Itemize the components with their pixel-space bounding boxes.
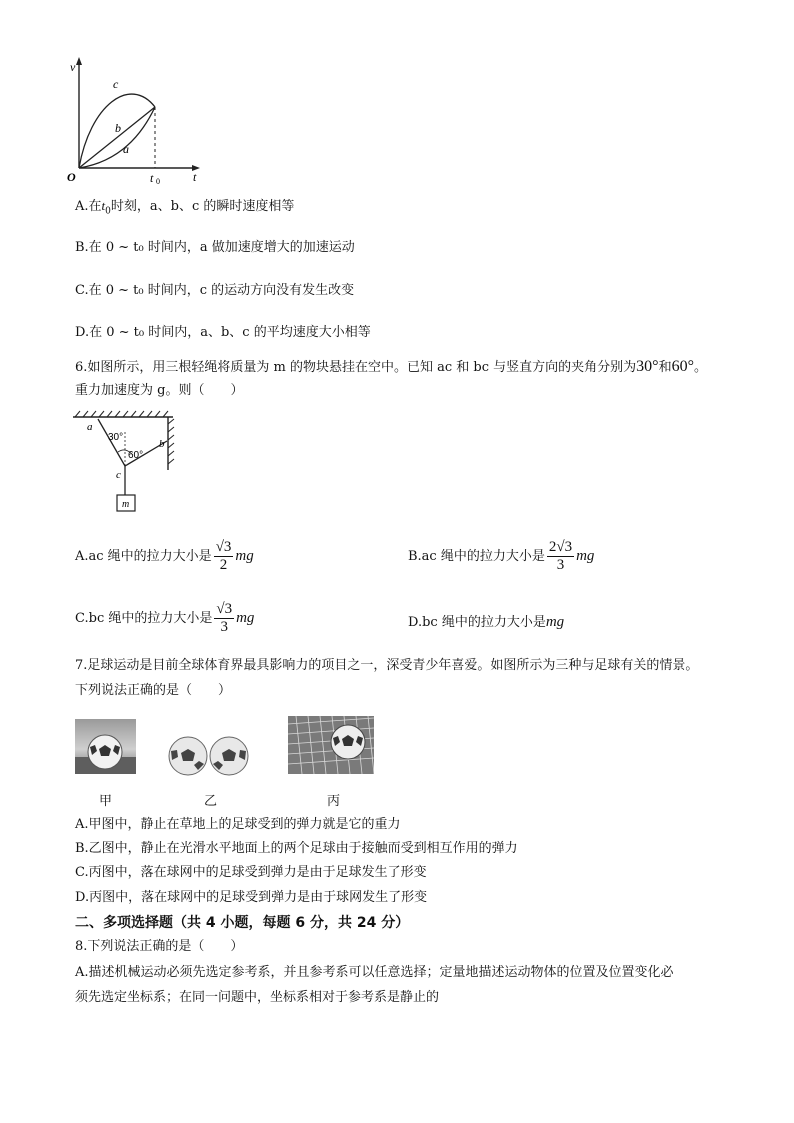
label-m: m — [122, 499, 130, 510]
q6-option-a — [75, 539, 254, 574]
q6-option-c-text: C.bc 绳中的拉力大小是 — [75, 611, 213, 626]
caption-bing: 丙 — [327, 794, 341, 809]
v-axis-label: v — [70, 60, 76, 74]
label-60: 60° — [128, 450, 144, 461]
q6-option-d-text: D.bc 绳中的拉力大小是 — [408, 615, 546, 630]
q5-option-b: B.在 0 ~ t₀ 时间内，a 做加速度增大的加速运动 — [75, 240, 355, 255]
curve-b-label: b — [115, 121, 121, 135]
q6-option-d-mg: mg — [545, 614, 565, 630]
curve-b — [79, 107, 155, 168]
label-a: a — [87, 421, 93, 433]
q6-option-b-denominator: 3 — [556, 557, 565, 573]
t0-subscript: 0 — [156, 177, 160, 185]
q6-stem-text: 6.如图所示，用三根轻绳将质量为 m 的物块悬挂在空中。已知 ac 和 bc 与竖直方向的夹角分别为 — [75, 360, 637, 375]
q5-option-a-text: 时刻，a、b、c 的瞬时速度相等 — [110, 199, 295, 214]
q6-option-c-numerator: √3 — [216, 601, 233, 617]
q7-option-d: D.丙图中，落在球网中的足球受到弹力是由于球网发生了形变 — [75, 890, 428, 905]
curve-c-label: c — [113, 77, 119, 91]
q6-option-c — [75, 601, 254, 636]
q6-stem-line1 — [75, 358, 707, 377]
velocity-time-graph — [60, 55, 210, 185]
q6-option-c-denominator: 3 — [220, 619, 228, 635]
q6-stem-line2: 重力加速度为 g。则（ ） — [75, 383, 244, 398]
wall-hatching — [168, 419, 174, 464]
caption-jia: 甲 — [99, 794, 113, 809]
q7-option-a: A.甲图中，静止在草地上的足球受到的弹力就是它的重力 — [75, 817, 401, 832]
q6-option-a-numerator: √3 — [215, 539, 232, 555]
curve-a-label: a — [123, 142, 129, 156]
q6-option-b-fraction — [547, 539, 574, 574]
q7-stem-line1: 7.足球运动是目前全球体育界最具影响力的项目之一，深受青少年喜爱。如图所示为三种与足球有关的情景。 — [75, 658, 699, 673]
q6-option-c-fraction — [214, 601, 234, 636]
q6-option-a-text: A.ac 绳中的拉力大小是 — [75, 549, 212, 564]
q6-angle-60: 60° — [671, 358, 694, 375]
q6-option-c-mg: mg — [236, 610, 255, 626]
q6-option-b-mg: mg — [576, 548, 595, 564]
q8-option-a-line2: 须先选定坐标系；在同一问题中，坐标系相对于参考系是静止的 — [75, 990, 440, 1005]
rope-diagram — [70, 410, 185, 515]
q8-option-a-line1: A.描述机械运动必须先选定参考系，并且参考系可以任意选择；定量地描述运动物体的位置及位置变化必 — [75, 965, 674, 980]
q8-stem: 8.下列说法正确的是（ ） — [75, 939, 244, 954]
t-axis-label: t — [193, 170, 197, 184]
v-axis-arrow — [76, 57, 82, 65]
q7-option-c: C.丙图中，落在球网中的足球受到弹力是由于足球发生了形变 — [75, 865, 427, 880]
ceiling-hatching — [75, 411, 168, 417]
label-c: c — [116, 469, 121, 481]
label-30: 30° — [108, 432, 124, 443]
q5-option-a-t: t — [101, 198, 106, 213]
q5-option-a-prefix: A.在 — [75, 199, 102, 214]
q6-option-d — [408, 613, 564, 632]
section-heading: 二、多项选择题（共 4 小题，每题 6 分，共 24 分） — [75, 915, 410, 931]
origin-label: O — [67, 170, 76, 184]
q5-option-a — [75, 197, 294, 221]
t0-label: t — [150, 171, 154, 185]
q6-angle-30: 30° — [636, 358, 659, 375]
label-b: b — [159, 438, 165, 450]
q6-option-a-mg: mg — [235, 548, 254, 564]
q5-option-a-sub: 0 — [105, 206, 111, 217]
q6-option-a-fraction — [214, 539, 234, 574]
football-photo-bing — [288, 716, 374, 774]
football-photo-jia — [75, 719, 136, 774]
q6-option-b-numerator: 2√3 — [548, 539, 573, 555]
q6-option-b-text: B.ac 绳中的拉力大小是 — [408, 549, 545, 564]
q6-stem-end: 。 — [694, 360, 708, 375]
q6-option-b — [408, 539, 594, 574]
q7-stem-line2: 下列说法正确的是（ ） — [75, 683, 232, 698]
football-photo-yi — [168, 735, 250, 777]
q7-option-b: B.乙图中，静止在光滑水平地面上的两个足球由于接触而受到相互作用的弹力 — [75, 841, 518, 856]
q6-option-a-denominator: 2 — [219, 557, 228, 573]
caption-yi: 乙 — [204, 794, 218, 809]
q6-and: 和 — [658, 360, 672, 375]
q5-option-d: D.在 0 ~ t₀ 时间内，a、b、c 的平均速度大小相等 — [75, 325, 371, 340]
q5-option-c: C.在 0 ~ t₀ 时间内，c 的运动方向没有发生改变 — [75, 283, 355, 298]
